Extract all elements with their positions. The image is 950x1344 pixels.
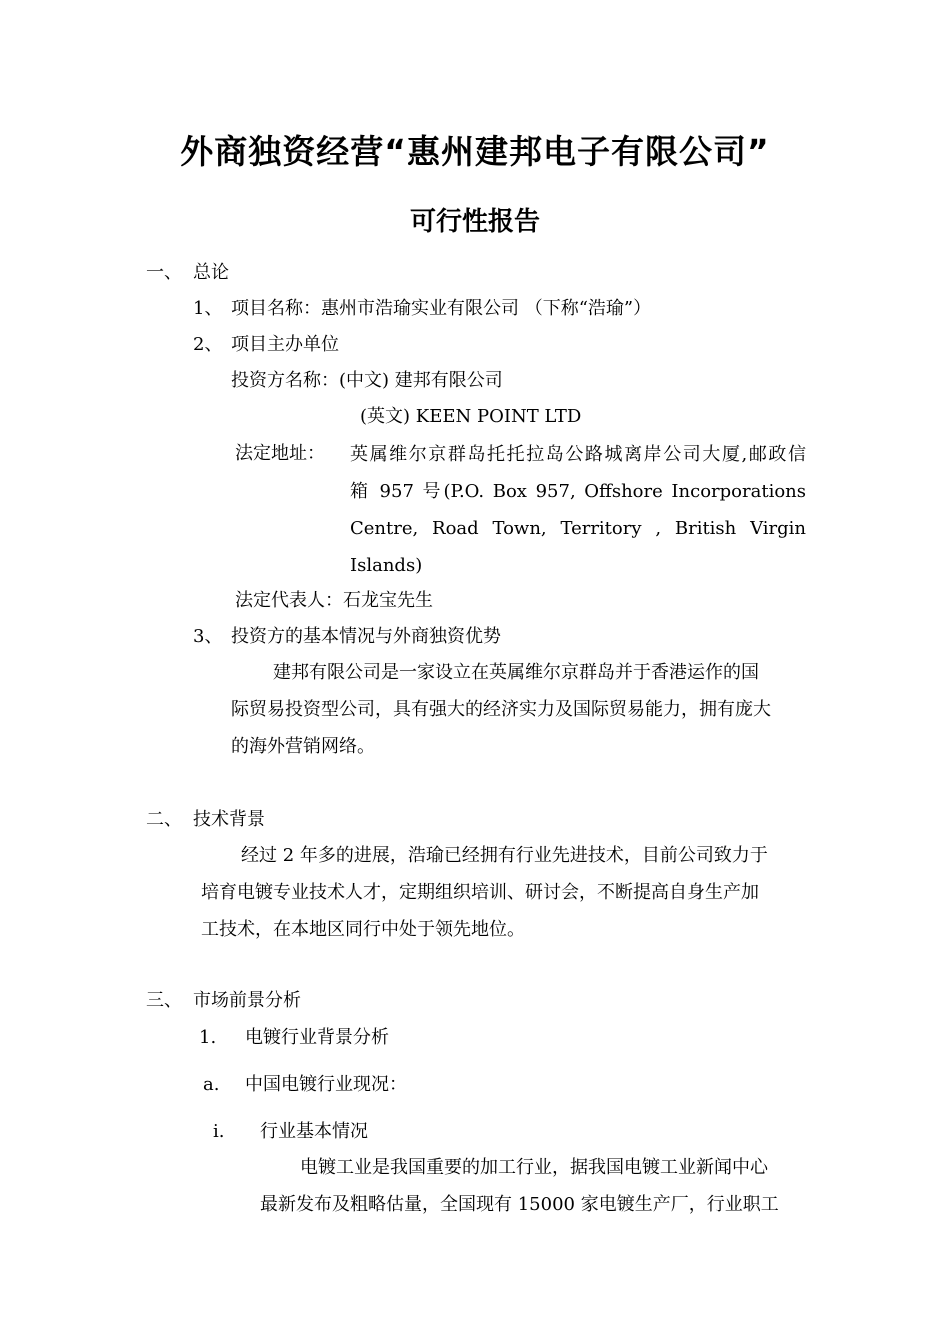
legal-address bbox=[350, 436, 806, 584]
paragraph-line: 最新发布及粗略估量，全国现有 15000 家电镀生产厂，行业职工 bbox=[260, 1194, 779, 1215]
sub-a-number: a. bbox=[203, 1074, 220, 1095]
legal-address-line: 箱 957 号(P.O. Box 957, Offshore Incorporations bbox=[350, 481, 806, 502]
item-3-text: 投资方的基本情况与外商独资优势 bbox=[231, 626, 501, 647]
section-1-heading: 总论 bbox=[193, 262, 229, 283]
section-3-body bbox=[260, 1149, 806, 1223]
paragraph-line: 建邦有限公司是一家设立在英属维尔京群岛并于香港运作的国 bbox=[273, 662, 759, 683]
sub-i-text: 行业基本情况 bbox=[260, 1121, 368, 1142]
paragraph-line: 际贸易投资型公司，具有强大的经济实力及国际贸易能力，拥有庞大 bbox=[231, 699, 771, 720]
sub-1-number: 1. bbox=[199, 1027, 217, 1048]
sub-a-text: 中国电镀行业现况： bbox=[245, 1074, 407, 1095]
item-3-body bbox=[231, 654, 806, 765]
section-1-number: 一、 bbox=[146, 262, 182, 283]
item-1-number: 1、 bbox=[193, 298, 223, 319]
document-subtitle: 可行性报告 bbox=[409, 207, 540, 237]
item-3-number: 3、 bbox=[193, 626, 223, 647]
section-2-number: 二、 bbox=[146, 809, 182, 830]
paragraph-line: 工技术，在本地区同行中处于领先地位。 bbox=[201, 919, 525, 940]
legal-address-label: 法定地址： bbox=[235, 443, 325, 464]
item-2-text: 项目主办单位 bbox=[231, 334, 339, 355]
section-3-number: 三、 bbox=[146, 990, 182, 1011]
paragraph-line: 培育电镀专业技术人才，定期组织培训、研讨会，不断提高自身生产加 bbox=[201, 882, 759, 903]
legal-address-line: Centre, Road Town, Territory , British Virgin bbox=[350, 518, 806, 539]
investor-name-cn: 投资方名称：(中文) 建邦有限公司 bbox=[231, 370, 503, 391]
paragraph-line: 的海外营销网络。 bbox=[231, 736, 375, 757]
sub-i-number: i. bbox=[213, 1121, 225, 1142]
section-2-body bbox=[201, 837, 805, 948]
paragraph-line: 经过 2 年多的进展，浩瑜已经拥有行业先进技术，目前公司致力于 bbox=[241, 845, 768, 866]
paragraph-line: 电镀工业是我国重要的加工行业，据我国电镀工业新闻中心 bbox=[300, 1157, 768, 1178]
legal-address-line: Islands) bbox=[350, 555, 423, 576]
section-3-heading: 市场前景分析 bbox=[193, 990, 301, 1011]
legal-address-line: 英属维尔京群岛托托拉岛公路城离岸公司大厦,邮政信 bbox=[350, 444, 806, 465]
section-2-heading: 技术背景 bbox=[193, 809, 265, 830]
item-1-text: 项目名称：惠州市浩瑜实业有限公司 （下称“浩瑜”） bbox=[231, 298, 652, 319]
item-2-number: 2、 bbox=[193, 334, 223, 355]
document-title: 外商独资经营“惠州建邦电子有限公司” bbox=[180, 132, 770, 171]
sub-1-text: 电镀行业背景分析 bbox=[245, 1027, 389, 1048]
investor-name-en: (英文) KEEN POINT LTD bbox=[360, 406, 582, 427]
legal-representative: 法定代表人：石龙宝先生 bbox=[235, 590, 433, 611]
